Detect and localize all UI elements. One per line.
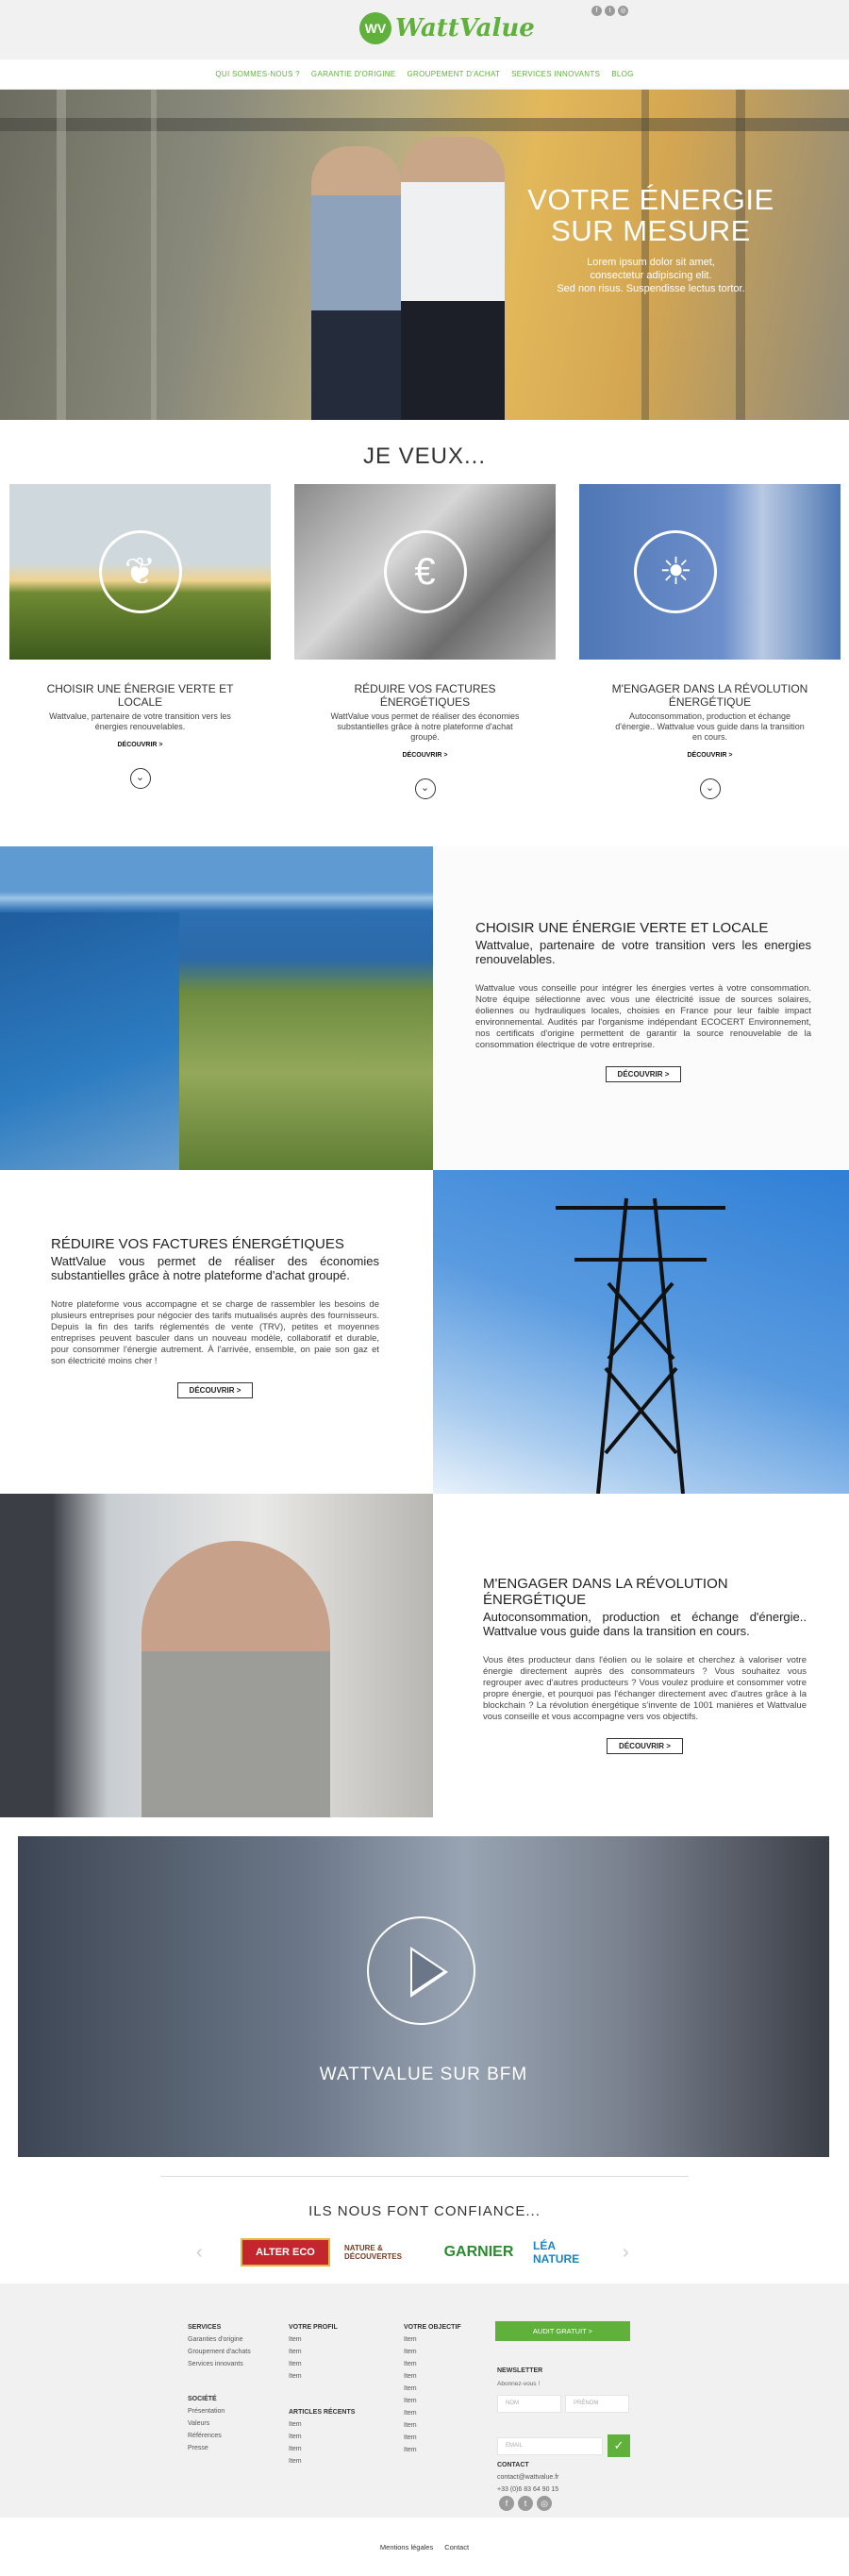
section-title-je-veux: JE VEUX... [362, 443, 487, 469]
audit-button[interactable]: AUDIT GRATUIT > [495, 2321, 630, 2341]
contact-phone: +33 (0)6 83 64 90 15 [497, 2486, 559, 2493]
carousel-prev-icon[interactable]: ‹ [196, 2242, 203, 2263]
hero-banner [0, 90, 849, 420]
discover-button[interactable]: DÉCOUVRIR > [177, 1382, 254, 1398]
footer-link[interactable]: Item [289, 2458, 302, 2465]
header [0, 0, 849, 90]
footer-link[interactable]: Item [289, 2446, 302, 2452]
discover-link[interactable]: DÉCOUVRIR > [687, 752, 733, 759]
card-title: M'ENGAGER DANS LA RÉVOLUTION ÉNERGÉTIQUE [611, 682, 808, 709]
bottom-bar [0, 2517, 849, 2576]
footer-link[interactable]: Références [188, 2433, 222, 2439]
discover-button[interactable]: DÉCOUVRIR > [606, 1066, 682, 1082]
footer-contact: CONTACT contact@wattvalue.fr +33 (0)6 83 64 90 15 [497, 2459, 558, 2496]
hero-text [495, 184, 807, 295]
discover-link[interactable]: DÉCOUVRIR > [117, 742, 163, 748]
nav-blog[interactable]: BLOG [611, 70, 634, 78]
feature-text [0, 1170, 433, 1494]
feature-subtitle: Autoconsommation, production et échange d'énergie.. Wattvalue vous guide dans la transition en cours. [483, 1610, 807, 1638]
feature-title: M'ENGAGER DANS LA RÉVOLUTION ÉNERGÉTIQUE [483, 1576, 728, 1608]
contact-link[interactable]: Contact [444, 2542, 470, 2551]
feature-text [433, 846, 849, 1170]
feature-title: CHOISIR UNE ÉNERGIE VERTE ET LOCALE [475, 920, 769, 936]
video-title: WATTVALUE SUR BFM [319, 2065, 528, 2084]
partner-carousel [0, 2219, 849, 2283]
footer-link[interactable]: Valeurs [188, 2420, 210, 2427]
mentions-legales-link[interactable]: Mentions légales [379, 2542, 434, 2551]
twitter-icon[interactable]: t [518, 2496, 533, 2511]
logo-mark: WV [359, 12, 391, 44]
footer-link[interactable]: Item [404, 2410, 417, 2417]
footer-societe: SOCIÉTÉ Présentation Valeurs Références Presse [188, 2393, 225, 2454]
social-links [591, 6, 628, 16]
newsletter-email-input[interactable]: EMAIL [497, 2437, 603, 2455]
instagram-icon[interactable]: ◎ [618, 6, 628, 16]
footer-articles: ARTICLES RÉCENTS Item Item Item Item [289, 2406, 355, 2467]
footer-link[interactable]: Item [404, 2336, 417, 2343]
feature-image-man [0, 1494, 433, 1817]
card-reduire-factures[interactable] [294, 484, 556, 799]
discover-button[interactable]: DÉCOUVRIR > [607, 1738, 683, 1754]
feature-image-coast [0, 846, 433, 1170]
discover-link[interactable]: DÉCOUVRIR > [402, 752, 448, 759]
footer-social [499, 2496, 552, 2511]
feature-subtitle: Wattvalue, partenaire de votre transition vers les energies renouvelables. [475, 938, 811, 966]
partner-logo-garnier: GARNIER [443, 2244, 514, 2260]
feature-energie-verte [0, 846, 849, 1170]
contact-email[interactable]: contact@wattvalue.fr [497, 2474, 559, 2481]
sun-hands-icon: ☀ [634, 530, 717, 613]
footer-link[interactable]: Item [289, 2361, 302, 2367]
footer-link[interactable]: Garanties d'origine [188, 2336, 243, 2343]
card-image [294, 484, 556, 660]
newsletter-nom-input[interactable]: NOM [497, 2395, 561, 2413]
main-nav [0, 59, 849, 90]
euro-icon: € [384, 530, 467, 613]
footer-link[interactable]: Item [289, 2373, 302, 2380]
nav-garantie-origine[interactable]: GARANTIE D'ORIGINE [310, 70, 396, 78]
play-icon[interactable] [367, 1916, 475, 2025]
sea [0, 912, 179, 1170]
footer-link[interactable]: Groupement d'achats [188, 2349, 251, 2355]
newsletter-subtitle: Abonnez-vous ! [497, 2381, 541, 2387]
footer-link[interactable]: Item [289, 2349, 302, 2355]
footer [0, 2283, 849, 2517]
footer-link[interactable]: Item [404, 2385, 417, 2392]
chevron-down-icon[interactable]: ⌄ [415, 778, 436, 799]
logo-text: WattValue [395, 14, 535, 42]
video-player[interactable] [18, 1836, 829, 2157]
pylon-icon [433, 1170, 849, 1494]
footer-link[interactable]: Item [404, 2434, 417, 2441]
newsletter-heading: NEWSLETTER [497, 2367, 543, 2374]
footer-link[interactable]: Item [404, 2447, 417, 2453]
feature-text [433, 1494, 849, 1817]
card-energie-verte[interactable] [9, 484, 271, 789]
facebook-icon[interactable]: f [499, 2496, 514, 2511]
footer-services: SERVICES Garanties d'origine Groupement d'achats Services innovants [188, 2321, 251, 2370]
card-desc: WattValue vous permet de réaliser des économies substantielles grâce à notre plateforme d'achat groupé. [330, 711, 520, 742]
card-desc: Autoconsommation, production et échange d'énergie.. Wattvalue vous guide dans la transition en cours. [615, 711, 805, 742]
feature-revolution-energetique [0, 1494, 849, 1817]
instagram-icon[interactable]: ◎ [537, 2496, 552, 2511]
hero-person-right [401, 137, 505, 420]
chevron-down-icon[interactable]: ⌄ [130, 768, 151, 789]
logo[interactable] [359, 11, 535, 45]
footer-link[interactable]: Services innovants [188, 2361, 243, 2367]
footer-link[interactable]: Item [289, 2421, 302, 2428]
feature-reduire-factures [0, 1170, 849, 1494]
facebook-icon[interactable]: f [591, 6, 602, 16]
carousel-next-icon[interactable]: › [623, 2242, 629, 2263]
card-title: CHOISIR UNE ÉNERGIE VERTE ET LOCALE [46, 682, 234, 709]
feature-title: RÉDUIRE VOS FACTURES ÉNERGÉTIQUES [51, 1236, 344, 1252]
hero-person-left [311, 146, 401, 420]
partner-logo-nature-decouvertes: NATURE & DÉCOUVERTES [344, 2244, 402, 2261]
footer-link[interactable]: Item [404, 2349, 417, 2355]
leaf-icon: ❦ [99, 530, 182, 613]
newsletter-prenom-input[interactable]: PRÉNOM [565, 2395, 629, 2413]
footer-link[interactable]: Présentation [188, 2408, 225, 2415]
card-image [9, 484, 271, 660]
feature-body: Wattvalue vous conseille pour intégrer les énergies vertes à votre consommation. Notre équipe sélectionne avec vous une électricité issue de sources solaires, éoliennes ou hydrauliques locales, choisies en France pour leur faible impact environnemental. Audités par l'organisme indépendant ECOCERT Environnement, nos certificats d'origine permettent de garantir la source renouvelable de la consommation électrique de votre entreprise. [475, 983, 811, 1050]
partner-logo-alter-eco: ALTER ECO [241, 2238, 330, 2267]
card-image [579, 484, 841, 660]
hero-title: VOTRE ÉNERGIE SUR MESURE [527, 183, 774, 247]
footer-link[interactable]: Item [404, 2361, 417, 2367]
card-revolution-energetique[interactable] [579, 484, 841, 799]
footer-link[interactable]: Item [404, 2398, 417, 2404]
newsletter-submit-button[interactable]: ✓ [608, 2434, 630, 2457]
goal-cards [0, 484, 849, 838]
footer-link[interactable]: Item [289, 2336, 302, 2343]
nav-qui-sommes-nous[interactable]: QUI SOMMES-NOUS ? [215, 70, 300, 78]
nav-groupement-achat[interactable]: GROUPEMENT D'ACHAT [407, 70, 501, 78]
divider [160, 2176, 689, 2177]
twitter-icon[interactable]: t [605, 6, 615, 16]
footer-link[interactable]: Item [404, 2422, 417, 2429]
card-title: RÉDUIRE VOS FACTURES ÉNERGÉTIQUES [354, 682, 496, 709]
footer-link[interactable]: Presse [188, 2445, 208, 2451]
footer-link[interactable]: Item [404, 2373, 417, 2380]
footer-objectif: VOTRE OBJECTIF Item Item Item Item Item Item Item Item Item Item [404, 2321, 461, 2456]
feature-image-pylon [433, 1170, 849, 1494]
man [142, 1541, 330, 1817]
chevron-down-icon[interactable]: ⌄ [700, 778, 721, 799]
hero-subtitle: Lorem ipsum dolor sit amet, consectetur adipiscing elit. Sed non risus. Suspendisse lectus tortor. [557, 257, 745, 294]
footer-link[interactable]: Item [289, 2434, 302, 2440]
feature-body: Notre plateforme vous accompagne et se charge de rassembler les besoins de plusieurs entreprises pour négocier des tarifs mutualisés auprès des fournisseurs. Depuis la fin des tarifs réglementés de vente (TRV), petites et moyennes entreprises peuvent basculer dans un nouveau modèle, collaboratif et durable, pour consommer l'énergie autrement. À l'arrivée, ensemble, on paie son gaz et son électricité moins cher ! [51, 1299, 379, 1366]
feature-body: Vous êtes producteur dans l'éolien ou le solaire et cherchez à valoriser votre énergie directement auprès des consommateurs ? Vous souhaitez vous regrouper avec d'autres producteurs ? Vous voulez produire et consommer votre propre énergie, et pourquoi pas l'échanger directement avec d'autres grâce à la blockchain ? La révolution énergétique s'invente de 1001 manières et Wattvalue vous conseille et vous accompagne vers vos objectifs. [483, 1655, 807, 1722]
trust-title: ILS NOUS FONT CONFIANCE... [308, 2203, 541, 2219]
card-desc: Wattvalue, partenaire de votre transition vers les énergies renouvelables. [49, 711, 231, 731]
nav-services-innovants[interactable]: SERVICES INNOVANTS [511, 70, 601, 78]
feature-subtitle: WattValue vous permet de réaliser des économies substantielles grâce à notre plateforme d'achat groupé. [51, 1254, 379, 1282]
footer-profil: VOTRE PROFIL Item Item Item Item [289, 2321, 338, 2383]
partner-logo-lea-nature: LÉA NATURE [533, 2239, 580, 2266]
